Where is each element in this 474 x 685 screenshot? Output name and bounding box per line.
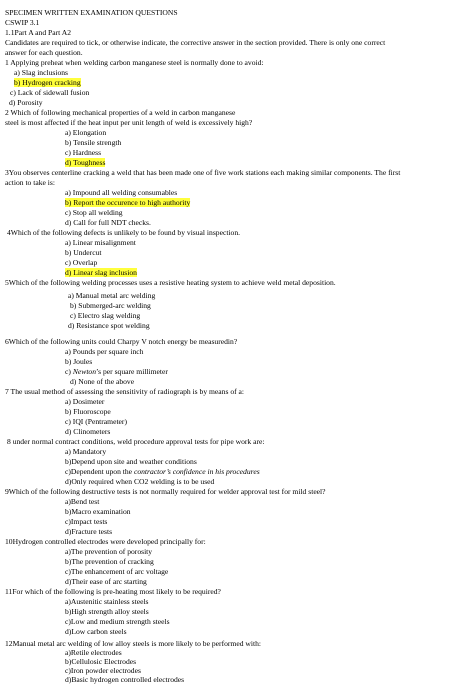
text-line <box>65 507 131 517</box>
line-text: c) Overlap <box>65 258 98 267</box>
text-line <box>65 597 149 607</box>
line-text-rest: ’s per square millimeter <box>96 367 168 376</box>
text-line <box>65 417 127 427</box>
highlighted-answer: b) Report the occurence to high authority <box>65 198 191 207</box>
text-line <box>5 58 264 68</box>
line-text: a) Linear misalignment <box>65 238 136 247</box>
text-line <box>65 477 214 487</box>
text-line <box>14 68 68 78</box>
line-text: c) Stop all welding <box>65 208 123 217</box>
text-line <box>9 98 43 108</box>
text-line <box>68 291 155 301</box>
line-text: 1.1Part A and Part A2 <box>5 28 72 37</box>
text-line <box>65 138 121 148</box>
text-line <box>65 258 97 268</box>
highlighted-answer: b) Hydrogen cracking <box>14 78 81 87</box>
line-text: 6Which of the following units could Charpy V notch energy be measuredin? <box>5 337 238 346</box>
text-line <box>65 617 170 627</box>
text-line <box>5 337 237 347</box>
text-line <box>5 639 261 649</box>
line-text: d) Call for full NDT checks. <box>65 218 151 227</box>
highlighted-answer: d) Toughness <box>65 158 106 167</box>
line-text: b)High strength alloy steels <box>65 607 149 616</box>
text-line <box>65 268 137 278</box>
text-line <box>65 517 107 527</box>
line-text: c) IQI (Pentrameter) <box>65 417 127 426</box>
text-line <box>5 487 326 497</box>
line-text: a) Manual metal arc welding <box>68 291 156 300</box>
text-line <box>5 38 385 48</box>
text-line <box>65 148 101 158</box>
text-line <box>5 278 336 288</box>
text-line <box>65 248 101 258</box>
line-text: 1 Applying preheat when welding carbon manganese steel is normally done to avoid: <box>5 58 264 67</box>
text-line <box>5 18 39 28</box>
text-line <box>70 311 140 321</box>
text-line <box>5 48 83 58</box>
text-line <box>65 188 177 198</box>
text-line <box>5 178 55 188</box>
line-text: c) Electro slag welding <box>70 311 141 320</box>
line-text: c) <box>65 367 73 376</box>
text-line <box>10 88 89 98</box>
line-text: c)The enhancement of arc voltage <box>65 567 169 576</box>
line-text: a)Austenitic stainless steels <box>65 597 149 606</box>
line-text: d) Porosity <box>9 98 43 107</box>
text-line <box>65 407 111 417</box>
line-text: SPECIMEN WRITTEN EXAMINATION QUESTIONS <box>5 8 178 17</box>
line-text: b) Fluoroscope <box>65 407 111 416</box>
line-text: d) Resistance spot welding <box>68 321 150 330</box>
line-text: a)Retile electrodes <box>65 648 122 657</box>
line-text: d)Low carbon steels <box>65 627 127 636</box>
italic-text: Newton <box>72 367 97 376</box>
text-line <box>5 28 71 38</box>
line-text: CSWIP 3.1 <box>5 18 40 27</box>
line-text: 10Hydrogen controlled electrodes were developed principally for: <box>5 537 206 546</box>
line-text: a) Impound all welding consumables <box>65 188 178 197</box>
text-line <box>5 8 178 18</box>
text-line <box>7 228 240 238</box>
line-text: 9Which of the following destructive tests is not normally required for welder approval test for mild steel? <box>5 487 326 496</box>
line-text: d) Clinometers <box>65 427 111 436</box>
line-text: a)The prevention of porosity <box>65 547 153 556</box>
line-text: a) Elongation <box>65 128 107 137</box>
text-line <box>65 547 152 557</box>
highlighted-answer: d) Linear slag inclusion <box>65 268 137 277</box>
line-text: steel is most affected if the heat input per unit length of weld is excessively high? <box>5 118 253 127</box>
text-line <box>65 128 106 138</box>
line-text: b) Joules <box>65 357 93 366</box>
text-line <box>68 321 150 331</box>
line-text: b)Macro examination <box>65 507 131 516</box>
line-text: 3You observes centerline cracking a weld that has been made one of five work stations each making similar components. The first <box>5 168 401 177</box>
text-line <box>65 527 112 537</box>
italic-text: contractor’s confidence in his procedures <box>133 467 260 476</box>
text-line <box>65 238 136 248</box>
line-text: d)Only required when CO2 welding is to be used <box>65 477 215 486</box>
text-line <box>65 397 104 407</box>
text-line <box>65 675 184 685</box>
text-line <box>65 607 149 617</box>
line-text: b)The prevention of cracking <box>65 557 154 566</box>
line-text: b) Tensile strength <box>65 138 122 147</box>
line-text: Candidates are required to tick, or otherwise indicate, the corrective answer in the section provided. There is only one correct <box>5 38 386 47</box>
text-line <box>65 357 92 367</box>
line-text: c) Hardness <box>65 148 102 157</box>
line-text: 12Manual metal arc welding of low alloy steels is more likely to be performed with: <box>5 639 262 648</box>
text-line <box>65 427 110 437</box>
line-text: c)Dependent upon the <box>65 467 134 476</box>
text-line <box>5 537 206 547</box>
text-line <box>65 627 127 637</box>
text-line <box>65 457 197 467</box>
line-text: c)Low and medium strength steels <box>65 617 170 626</box>
line-text: a) Slag inclusions <box>14 68 68 77</box>
text-line <box>65 208 123 218</box>
line-text: b) Undercut <box>65 248 102 257</box>
text-line <box>65 557 154 567</box>
line-text: b)Cellulosic Electrodes <box>65 657 137 666</box>
line-text: 11For which of the following is pre-heating most likely to be required? <box>5 587 221 596</box>
line-text: c) Lack of sidewall fusion <box>10 88 90 97</box>
text-line <box>5 168 400 178</box>
line-text: c)Iron powder electrodes <box>65 666 141 675</box>
text-line <box>65 367 168 377</box>
text-line <box>7 437 264 447</box>
text-line <box>65 347 143 357</box>
line-text: 2 Which of following mechanical properties of a weld in carbon manganese <box>5 108 236 117</box>
text-line <box>65 567 168 577</box>
text-line <box>5 118 252 128</box>
text-line <box>65 447 106 457</box>
line-text: action to take is: <box>5 178 55 187</box>
line-text: a)Bend test <box>65 497 100 506</box>
line-text: 7 The usual method of assessing the sensitivity of radiograph is by means of a: <box>5 387 245 396</box>
text-line <box>5 587 221 597</box>
line-text: b)Depend upon site and weather conditions <box>65 457 197 466</box>
text-line <box>65 158 105 168</box>
line-text: 5Which of the following welding processes uses a resistive heating system to achieve weld metal deposition. <box>5 278 336 287</box>
line-text: d)Fracture tests <box>65 527 113 536</box>
line-text: d)Basic hydrogen controlled electrodes <box>65 675 185 684</box>
text-line <box>65 497 99 507</box>
line-text: a) Dosimeter <box>65 397 105 406</box>
line-text: a) Mandatory <box>65 447 107 456</box>
text-line <box>65 198 190 208</box>
line-text: 4Which of the following defects is unlikely to be found by visual inspection. <box>7 228 241 237</box>
text-line <box>5 387 244 397</box>
line-text: 8 under normal contract conditions, weld procedure approval tests for pipe work are: <box>7 437 265 446</box>
line-text: c)Impact tests <box>65 517 108 526</box>
line-text: a) Pounds per square inch <box>65 347 144 356</box>
text-line <box>5 108 235 118</box>
text-line <box>65 577 147 587</box>
text-line <box>65 467 260 477</box>
line-text: answer for each question. <box>5 48 83 57</box>
line-text: b) Submerged-arc welding <box>70 301 151 310</box>
text-line <box>70 301 151 311</box>
text-line <box>65 218 151 228</box>
line-text: d) None of the above <box>70 377 135 386</box>
line-text: d)Their ease of arc starting <box>65 577 147 586</box>
text-line <box>14 78 81 88</box>
text-line <box>70 377 134 387</box>
